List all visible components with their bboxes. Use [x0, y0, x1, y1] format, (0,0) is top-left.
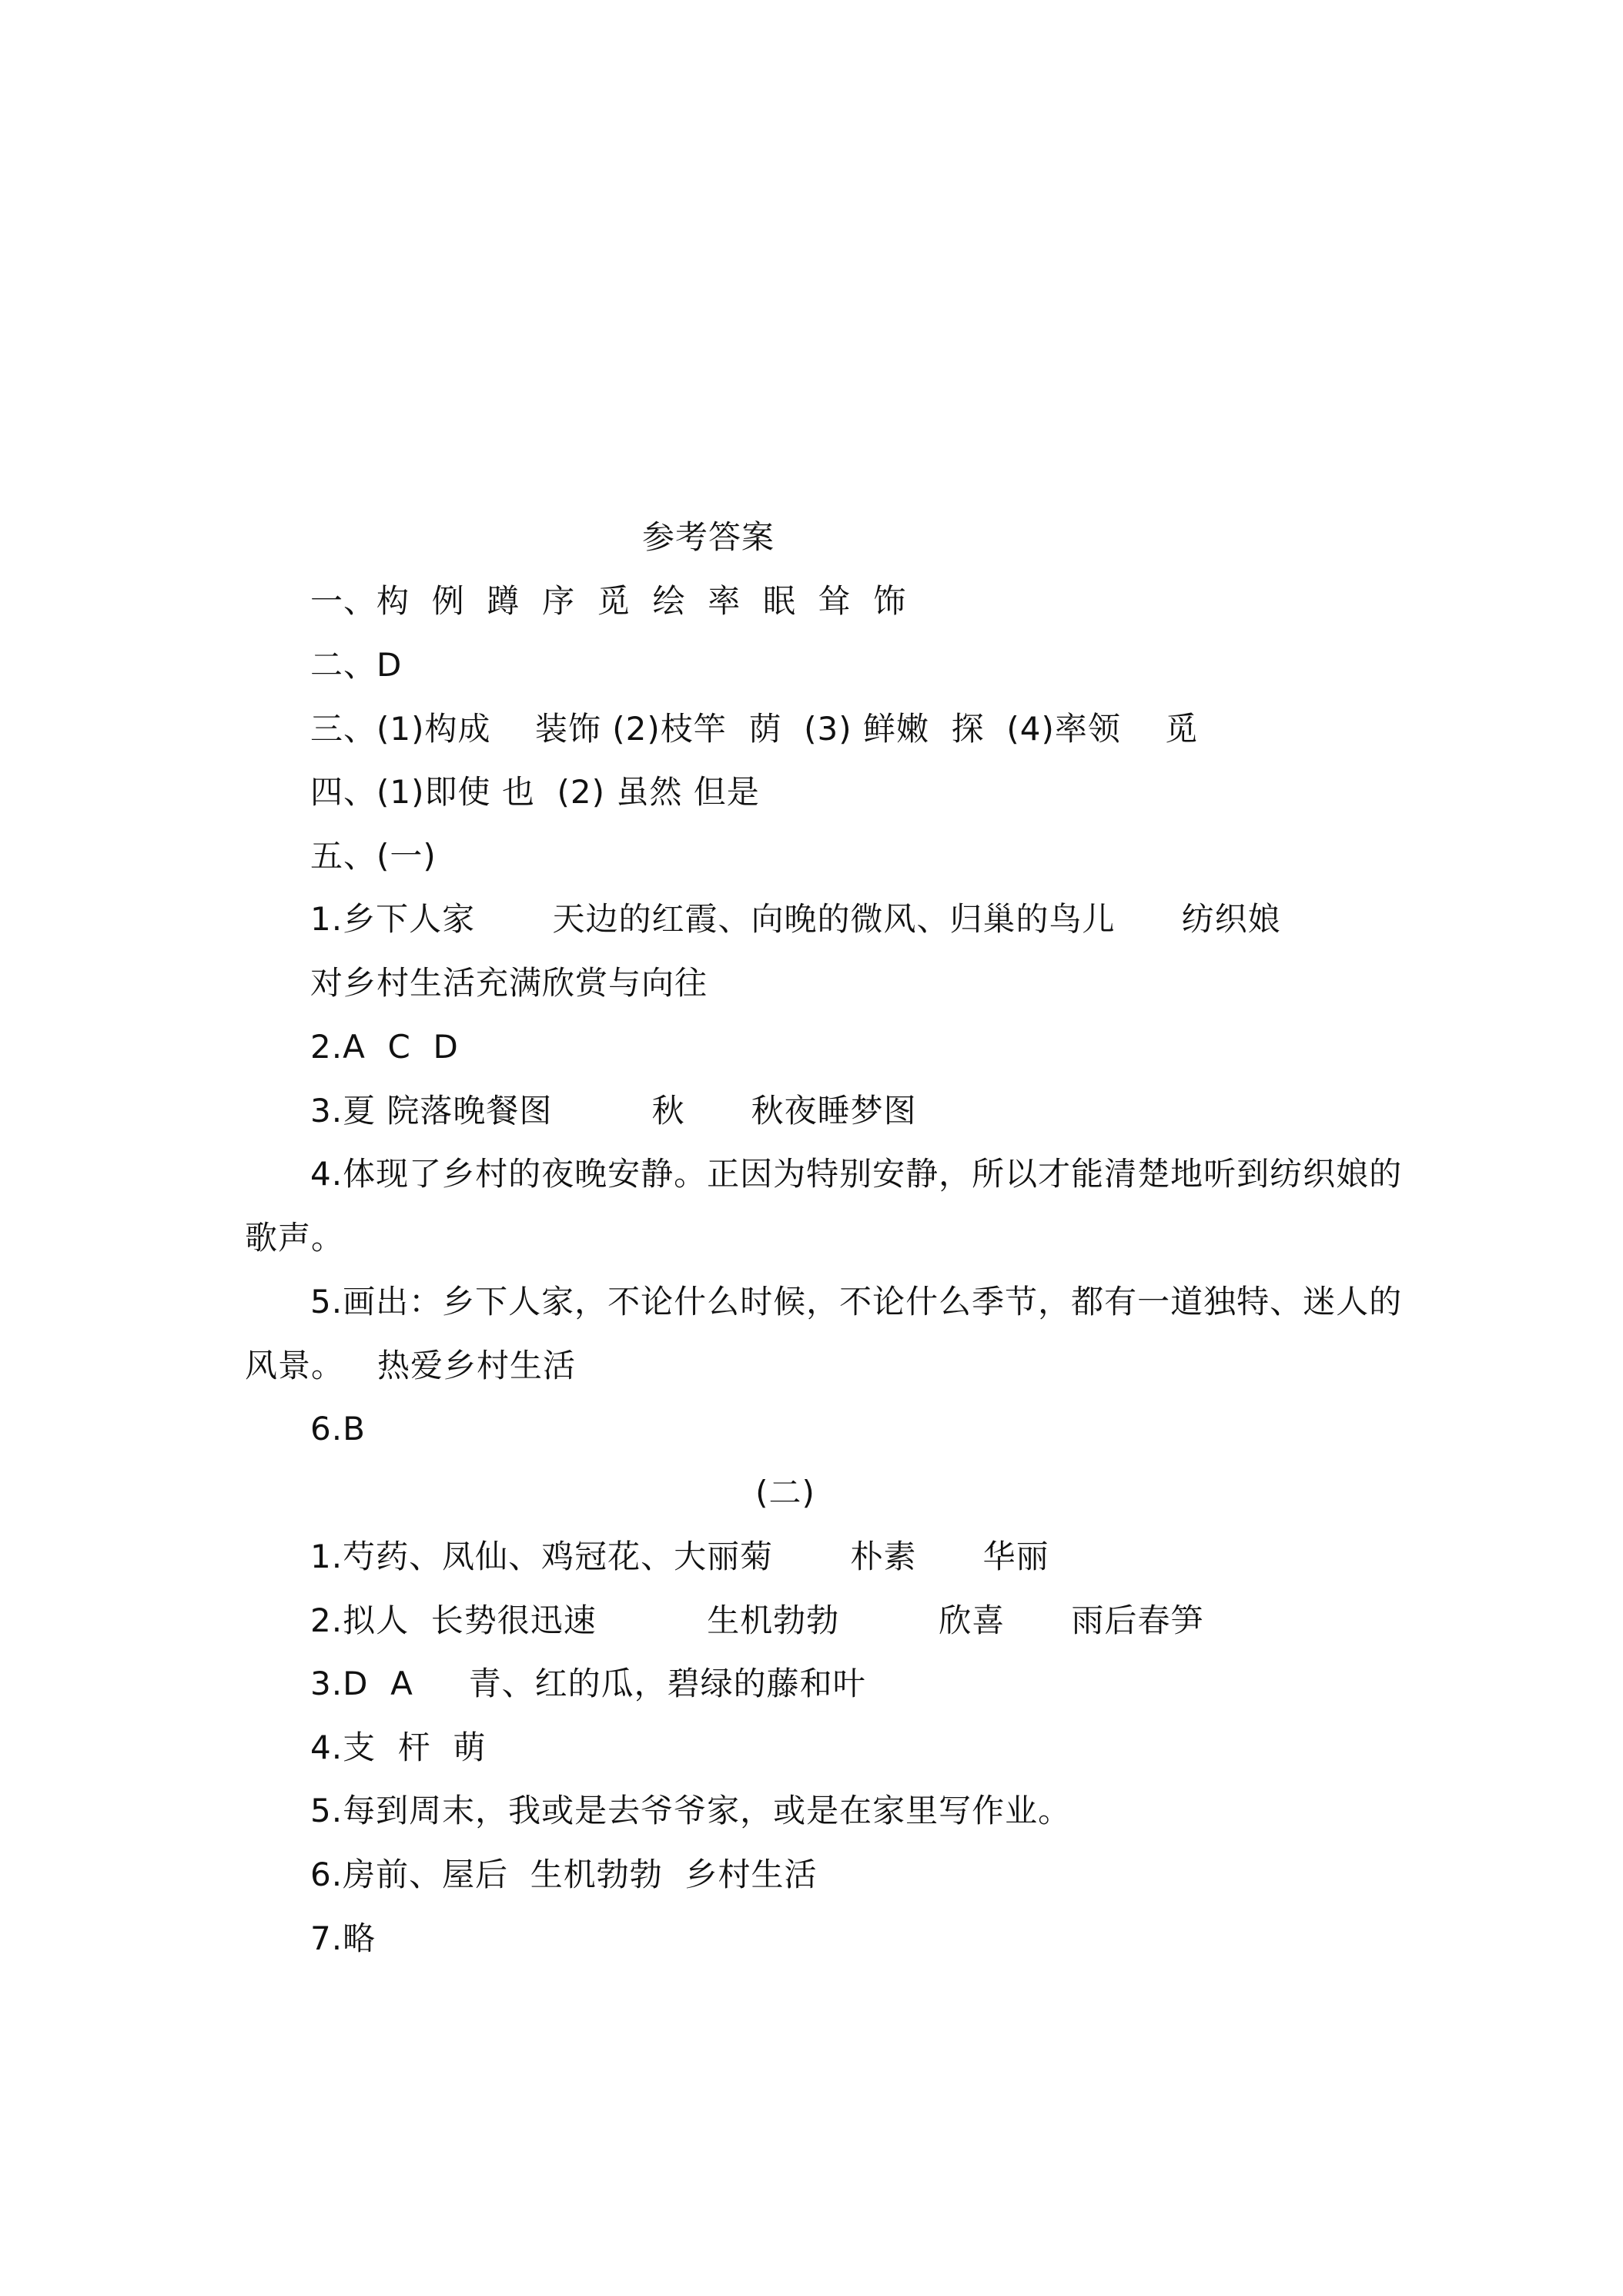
- answer-line-5: 五、(一): [310, 837, 437, 875]
- answer-line-16: 2.拟人 长势很迅速 生机勃勃 欣喜 雨后春笋: [310, 1602, 1204, 1639]
- answer-line-8: 2.A C D: [310, 1028, 459, 1066]
- answer-line-14: 6.B: [310, 1410, 366, 1448]
- answer-line-18: 4.支 杆 萌: [310, 1729, 487, 1766]
- page-title: 参考答案: [641, 518, 775, 556]
- answer-line-10: 4.体现了乡村的夜晚安静。正因为特别安静，所以才能清楚地听到纺织娘的: [310, 1155, 1403, 1193]
- answer-line-15: 1.芍药、凤仙、鸡冠花、大丽菊 朴素 华丽: [310, 1538, 1049, 1575]
- answer-line-7: 对乡村生活充满欣赏与向往: [310, 964, 708, 1002]
- answer-line-17: 3.D A 青、红的瓜，碧绿的藤和叶: [310, 1665, 866, 1702]
- answer-line-3: 三、(1)构成 装饰 (2)枝竿 荫 (3) 鲜嫩 探 (4)率领 觅: [310, 710, 1199, 748]
- answer-line-19: 5.每到周末，我或是去爷爷家，或是在家里写作业。: [310, 1792, 1072, 1829]
- answer-line-9: 3.夏 院落晚餐图 秋 秋夜睡梦图: [310, 1092, 917, 1130]
- answer-line-13: 风景。 热爱乡村生活: [245, 1347, 577, 1384]
- section-heading-two: (二): [755, 1474, 815, 1511]
- answer-line-2: 二、D: [310, 646, 403, 684]
- answer-line-6: 1.乡下人家 天边的红霞、向晚的微风、归巢的鸟儿 纺织娘: [310, 900, 1281, 938]
- answer-line-4: 四、(1)即使 也 (2) 虽然 但是: [310, 773, 760, 811]
- answer-line-20: 6.房前、屋后 生机勃勃 乡村生活: [310, 1856, 818, 1893]
- answer-line-11: 歌声。: [245, 1219, 345, 1257]
- answer-line-21: 7.略: [310, 1919, 376, 1957]
- answer-line-1: 一、构 例 蹲 序 觅 绘 率 眠 耸 饰: [310, 582, 907, 620]
- answer-line-12: 5.画出：乡下人家，不论什么时候，不论什么季节，都有一道独特、迷人的: [310, 1283, 1403, 1320]
